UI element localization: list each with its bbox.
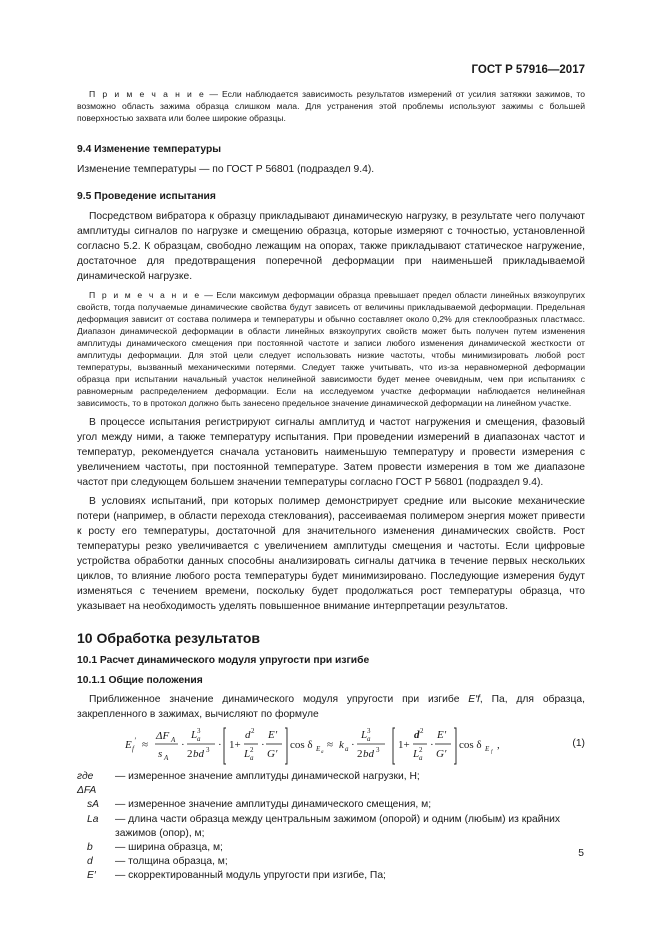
section-9-5-paragraph-2: В процессе испытания регистрируют сигналы амплитуд и частот нагружения и смещения, фазовый угол между ними, а также температуру испытания. При проведении измерений в диапазонах частот и температур, рекомендуется сначала установить наименьшую температуру и провести измерения с увеличением частоты, при постоянной температуре. Затем провести измерения в том же диапазоне частот при следующем большем значении температуры согласно ГОСТ Р 56801 (подраздел 9.4).: [77, 417, 585, 488]
section-10-1-1-heading: 10.1.1 Общие положения: [77, 675, 203, 686]
definition-row: [77, 798, 585, 812]
svg-text:3: 3: [367, 727, 371, 735]
note-paragraph-2: [77, 289, 585, 409]
svg-text:L: L: [244, 748, 251, 760]
svg-text:≈: ≈: [142, 739, 149, 751]
svg-text:·: ·: [351, 739, 355, 751]
svg-text:a: a: [345, 745, 349, 753]
svg-text:A: A: [171, 736, 176, 744]
svg-text:≈: ≈: [327, 739, 334, 751]
section-10-1-heading: 10.1 Расчет динамического модуля упругости при изгибе: [77, 655, 370, 666]
definition-symbol: где ΔFA: [77, 771, 97, 797]
svg-text:a: a: [197, 735, 201, 743]
svg-text:2: 2: [251, 727, 255, 735]
svg-text:E: E: [125, 739, 132, 751]
svg-text:a: a: [250, 754, 254, 762]
svg-text:ΔF: ΔF: [156, 730, 170, 742]
svg-text:bd: bd: [363, 748, 374, 760]
svg-text:·: ·: [181, 739, 185, 751]
section-9-5-heading: 9.5 Проведение испытания: [77, 191, 216, 202]
page-number: 5: [578, 848, 584, 859]
formula-number: (1): [572, 738, 585, 749]
definition-text: — ширина образца, м;: [115, 842, 223, 854]
svg-text:cos δ: cos δ: [459, 739, 482, 751]
section-9-4-heading: 9.4 Изменение температуры: [77, 144, 222, 155]
svg-text:bd: bd: [193, 748, 204, 760]
svg-text:3: 3: [197, 727, 201, 735]
definition-symbol: b: [87, 842, 93, 854]
svg-text:E: E: [485, 745, 490, 753]
svg-text:cos δ: cos δ: [290, 739, 313, 751]
section-9-5-paragraph-3: В условиях испытаний, при которых полимер демонстрирует средние или высокие механические потери (например, в области перехода стеклования), рассеиваемая полимером энергия может привести к росту его температуры, достаточной для значительного изменения динамических свойств. Рост температуры резко увеличивается с увеличением амплитуды смещения и частоты. Если цифровые устройства обработки данных способны анализировать сигналы датчика в течение первых нескольких циклов, то влияние любого роста температуры будет минимизировано. Последующие измерения будут изменяться с течением времени, поскольку будет продолжаться рост температуры образца, что указывает на необходимость уделять повышенное внимание интерпретации результатов.: [77, 496, 585, 612]
svg-text:s: s: [158, 748, 163, 760]
intro-symbol: E′f: [468, 694, 480, 705]
svg-text:f: f: [491, 750, 493, 755]
section-10-heading: 10 Обработка результатов: [77, 630, 261, 646]
definition-row: [77, 855, 585, 869]
section-9-5-paragraph-1: Посредством вибратора к образцу прикладывают динамическую нагрузку, в результате чего получают амплитуды сигналов по нагрузке и смещению образца, которые измеряют с точностью, установленной согласно 5.2. К образцам, свободно лежащим на опорах, также прикладывают статическое нагружение, достаточное для предотвращения поперечной деформации при наименьшей прикладываемой динамической нагрузке.: [77, 211, 585, 282]
svg-text:·: ·: [218, 739, 222, 751]
svg-text:G′: G′: [436, 748, 447, 760]
definition-symbol: sA: [87, 799, 100, 811]
definition-symbol: d: [87, 856, 93, 868]
svg-text:d: d: [245, 729, 251, 741]
svg-text:f: f: [132, 745, 134, 753]
definition-row: [77, 869, 585, 883]
svg-text:L: L: [413, 748, 420, 760]
svg-text:1+: 1+: [398, 739, 410, 751]
definition-row: [77, 813, 585, 841]
svg-text:·: ·: [430, 739, 434, 751]
svg-text:2: 2: [187, 748, 193, 760]
svg-text:L: L: [361, 729, 368, 741]
note-label: П р и м е ч а н и е: [89, 290, 201, 300]
svg-text:3: 3: [206, 746, 210, 754]
svg-text:a: a: [321, 750, 324, 755]
definition-row: [77, 841, 585, 855]
note-paragraph: [77, 88, 585, 124]
svg-text:L: L: [191, 729, 198, 741]
note-text: — Если наблюдается зависимость результатов измерений от усилия затяжки зажимов, то возможно область зажима образца слишком мала. Для устранения этой проблемы используют зажимы с большей поверхностью захвата или более широкие образцы.: [77, 89, 586, 123]
svg-text:2: 2: [357, 748, 363, 760]
svg-text:a: a: [419, 754, 423, 762]
svg-text:d: d: [414, 729, 420, 741]
svg-text:k: k: [339, 739, 344, 751]
page-content: [77, 88, 585, 884]
svg-text:a: a: [367, 735, 371, 743]
svg-text:E′: E′: [437, 729, 447, 741]
intro-text-a: Приближенное значение динамического модуля упругости при изгибе: [89, 694, 469, 705]
section-9-4-text: Изменение температуры — по ГОСТ Р 56801 (подраздел 9.4).: [77, 164, 375, 175]
svg-text:2: 2: [420, 727, 424, 735]
svg-text:1+: 1+: [229, 739, 241, 751]
svg-text:,: ,: [497, 739, 500, 751]
definition-text: — длина части образца между центральным зажимом (опорой) и одним (любым) из крайних зажимов (опор), м;: [115, 813, 561, 839]
formula-expression: [125, 724, 515, 768]
svg-text:2: 2: [419, 746, 423, 754]
symbol-definitions: [77, 770, 585, 884]
definition-row: [77, 770, 585, 798]
standard-header: ГОСТ Р 57916—2017: [471, 64, 585, 76]
svg-text:E: E: [316, 745, 321, 753]
definition-text: — скорректированный модуль упругости при изгибе, Па;: [115, 870, 386, 882]
definition-text: — измеренное значение амплитуды динамической нагрузки, Н;: [115, 771, 420, 782]
definition-text: — измеренное значение амплитуды динамического смещения, м;: [115, 799, 432, 811]
intro-text-b: , Па, для образца, закрепленного в зажимах, вычисляют по формуле: [77, 694, 585, 720]
formula-intro: [77, 692, 585, 722]
note-text: — Если максимум деформации образца превышает предел области линейных вязкоупругих свойств, тогда получаемые динамические свойства будут зависеть от величины прикладываемой деформации. Предельная деформация зависит от состава полимера и температуры и обычно составляет около 0,2% для стеклообразных пластмасс. Диапазон динамической деформации в области линейных вязкоупругих свойств может быть получен путем изменения амплитуды динамического смещения при постоянной частоте и записи любого изменения динамической жесткости от амплитуды деформации. Для этой цели следует использовать низкие частоты, чтобы минимизировать любой рост температуры, вызванный механическими потерями. Следует также учитывать, что из-за неравномерной деформации образца при испытании начальный участок нелинейной зависимости будет менее очевидным, чем при испытаниях с равномерным распределением деформации. Если на исследуемом участке деформации наблюдается нелинейная зависимость, то в протокол должно быть занесено предельное значение динамической деформации на линейном участке.: [77, 290, 585, 408]
svg-text:E′: E′: [268, 729, 278, 741]
definition-text: — толщина образца, м;: [115, 856, 228, 868]
svg-text:A: A: [164, 754, 169, 762]
svg-text:G′: G′: [267, 748, 278, 760]
definition-symbol: E′: [87, 870, 96, 882]
svg-text:′: ′: [134, 736, 136, 745]
svg-text:·: ·: [261, 739, 265, 751]
svg-text:2: 2: [250, 746, 254, 754]
definition-symbol: La: [87, 813, 99, 825]
formula-1: [77, 722, 585, 770]
note-label: П р и м е ч а н и е: [89, 89, 206, 99]
svg-text:3: 3: [376, 746, 380, 754]
